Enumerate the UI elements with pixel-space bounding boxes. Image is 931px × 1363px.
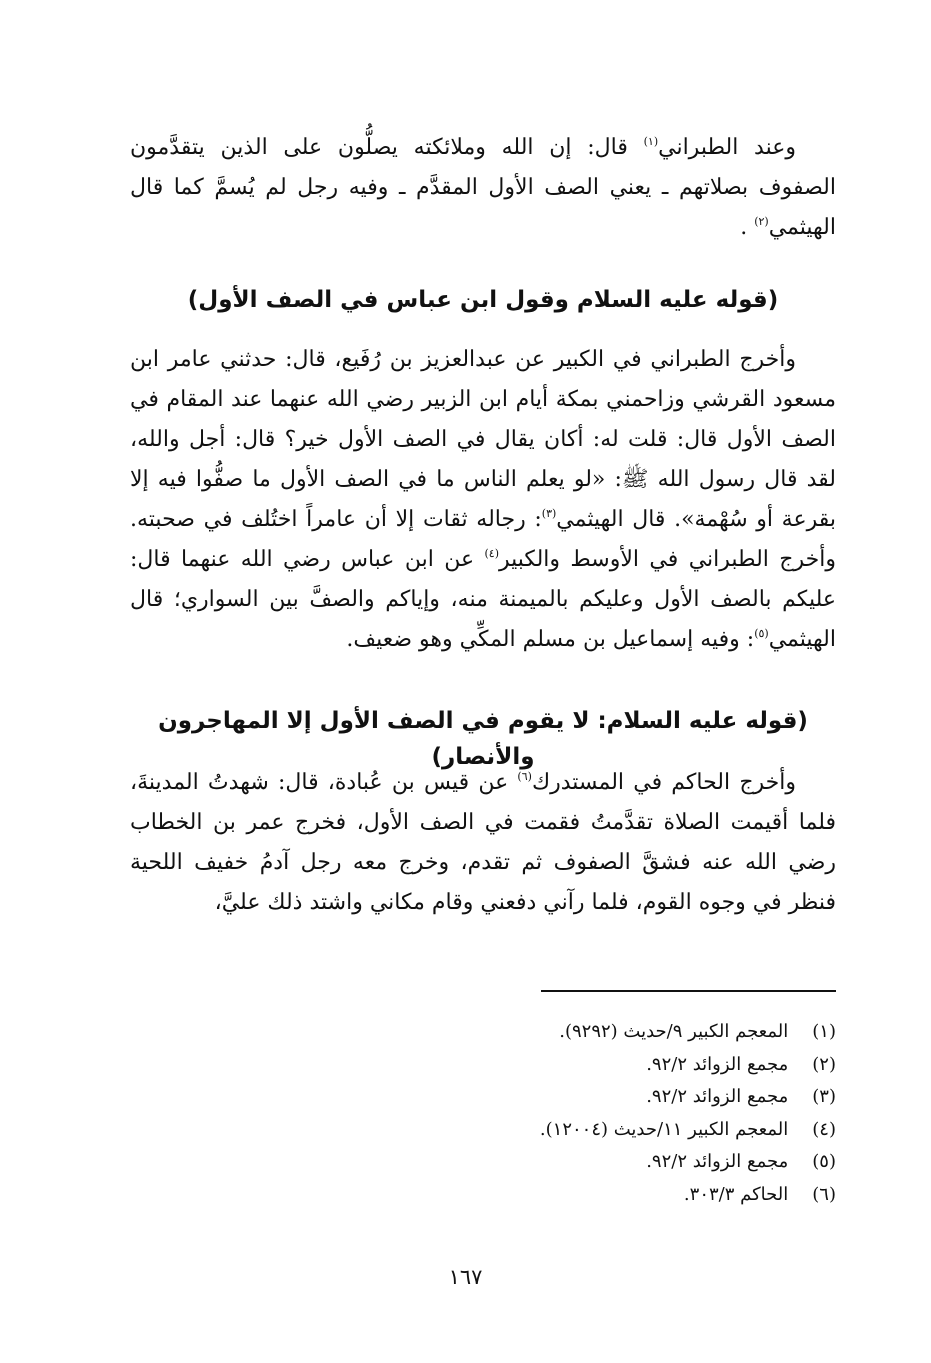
paragraph-1 [130, 128, 836, 248]
section-heading: (قوله عليه السلام: لا يقوم في الصف الأول إلا المهاجرون والأنصار) [158, 708, 808, 770]
footnote-number: (٤) [812, 1118, 836, 1140]
section-heading: (قوله عليه السلام وقول ابن عباس في الصف الأول) [187, 287, 779, 313]
footnote-text: مجمع الزوائد ٩٢/٢. [646, 1086, 789, 1107]
footnote-text: مجمع الزوائد ٩٢/٢. [646, 1053, 789, 1075]
footnote-reference: (٣) [541, 507, 557, 520]
footnote-text: المعجم الكبير ٩/حديث (٩٢٩٢). [559, 1021, 789, 1042]
footnote-item [336, 1114, 836, 1147]
paragraph-text: وأخرج الطبراني في الكبير عن عبدالعزيز بن رُفَيع، قال: حدثني عامر ابن مسعود القرشي وزاحمني بمكة أيام ابن الزبير رضي الله عنهما عند المقام في الصف الأول قال: قلت له: أكان يقال في الصف الأول خير؟ قال: أجل والله، لقد قال رسول الله ﷺ: «لو يعلم الناس ما في الصف الأول ما صفُّوا فيه إلا بقرعة أو سُهْمة». قال الهيثمي [130, 347, 836, 532]
footnote-item [336, 1179, 836, 1212]
paragraph-text: . [740, 215, 755, 240]
footnote-item [336, 1016, 836, 1049]
paragraph-text: وأخرج الحاكم في المستدرك [531, 770, 796, 795]
paragraph-text: وعند الطبراني [658, 135, 796, 160]
footnote-number: (٦) [812, 1183, 836, 1205]
footnote-number: (٢) [812, 1053, 836, 1075]
paragraph-text: عن قيس بن عُبادة، قال: شهدتُ المدينةَ، فلما أقيمت الصلاة تقدَّمتُ فقمت في الصف الأول، فخرج عمر بن الخطاب رضي الله عنه فشقَّ الصفوف ثم تقدم، وخرج معه رجل آدمُ خفيف اللحية فنظر في وجوه القوم، فلما رآني دفعني وقام مكاني واشتد ذلك عليَّ، [130, 770, 836, 915]
footnote-reference: (١) [643, 135, 659, 148]
paragraph-text: : رجاله ثقات إلا أن عامراً اختُلف في صحبته. وأخرج الطبراني في الأوسط والكبير [130, 507, 836, 572]
footnote-number: (١) [812, 1021, 836, 1042]
paragraph-3 [130, 763, 836, 923]
footnote-item [336, 1146, 836, 1179]
footnote-number: (٣) [812, 1086, 836, 1107]
footnote-reference: (٢) [754, 215, 769, 228]
paragraph-text: قال: إن الله وملائكته يصلُّون على الذين يتقدَّمون الصفوف بصلاتهم ـ يعني الصف الأول المقدَّم ـ وفيه رجل لم يُسمَّ كما قال الهيثمي [130, 135, 836, 240]
paragraph-2 [130, 340, 836, 660]
footnote-text: المعجم الكبير ١١/حديث (١٢٠٠٤). [539, 1118, 789, 1140]
footnote-item [336, 1081, 836, 1114]
footnote-number: (٥) [812, 1151, 836, 1172]
footnote-reference: (٥) [754, 627, 769, 640]
paragraph-text: عن ابن عباس رضي الله عنهما قال: عليكم بالصف الأول وعليكم بالميمنة منه، وإياكم والصفَّ بين السواري؛ قال الهيثمي [130, 547, 836, 652]
footnote-reference: (٤) [484, 547, 500, 560]
footnote-divider [541, 990, 836, 992]
paragraph-text: : وفيه إسماعيل بن مسلم المكِّي وهو ضعيف. [346, 627, 755, 652]
footnote-text: الحاكم ٣٠٣/٣. [683, 1183, 789, 1205]
footnotes-list [336, 1016, 836, 1211]
footnote-item [336, 1049, 836, 1082]
footnote-reference: (٦) [517, 770, 532, 783]
page-number: ١٦٧ [448, 1265, 483, 1289]
footnote-text: مجمع الزوائد ٩٢/٢. [646, 1151, 789, 1172]
